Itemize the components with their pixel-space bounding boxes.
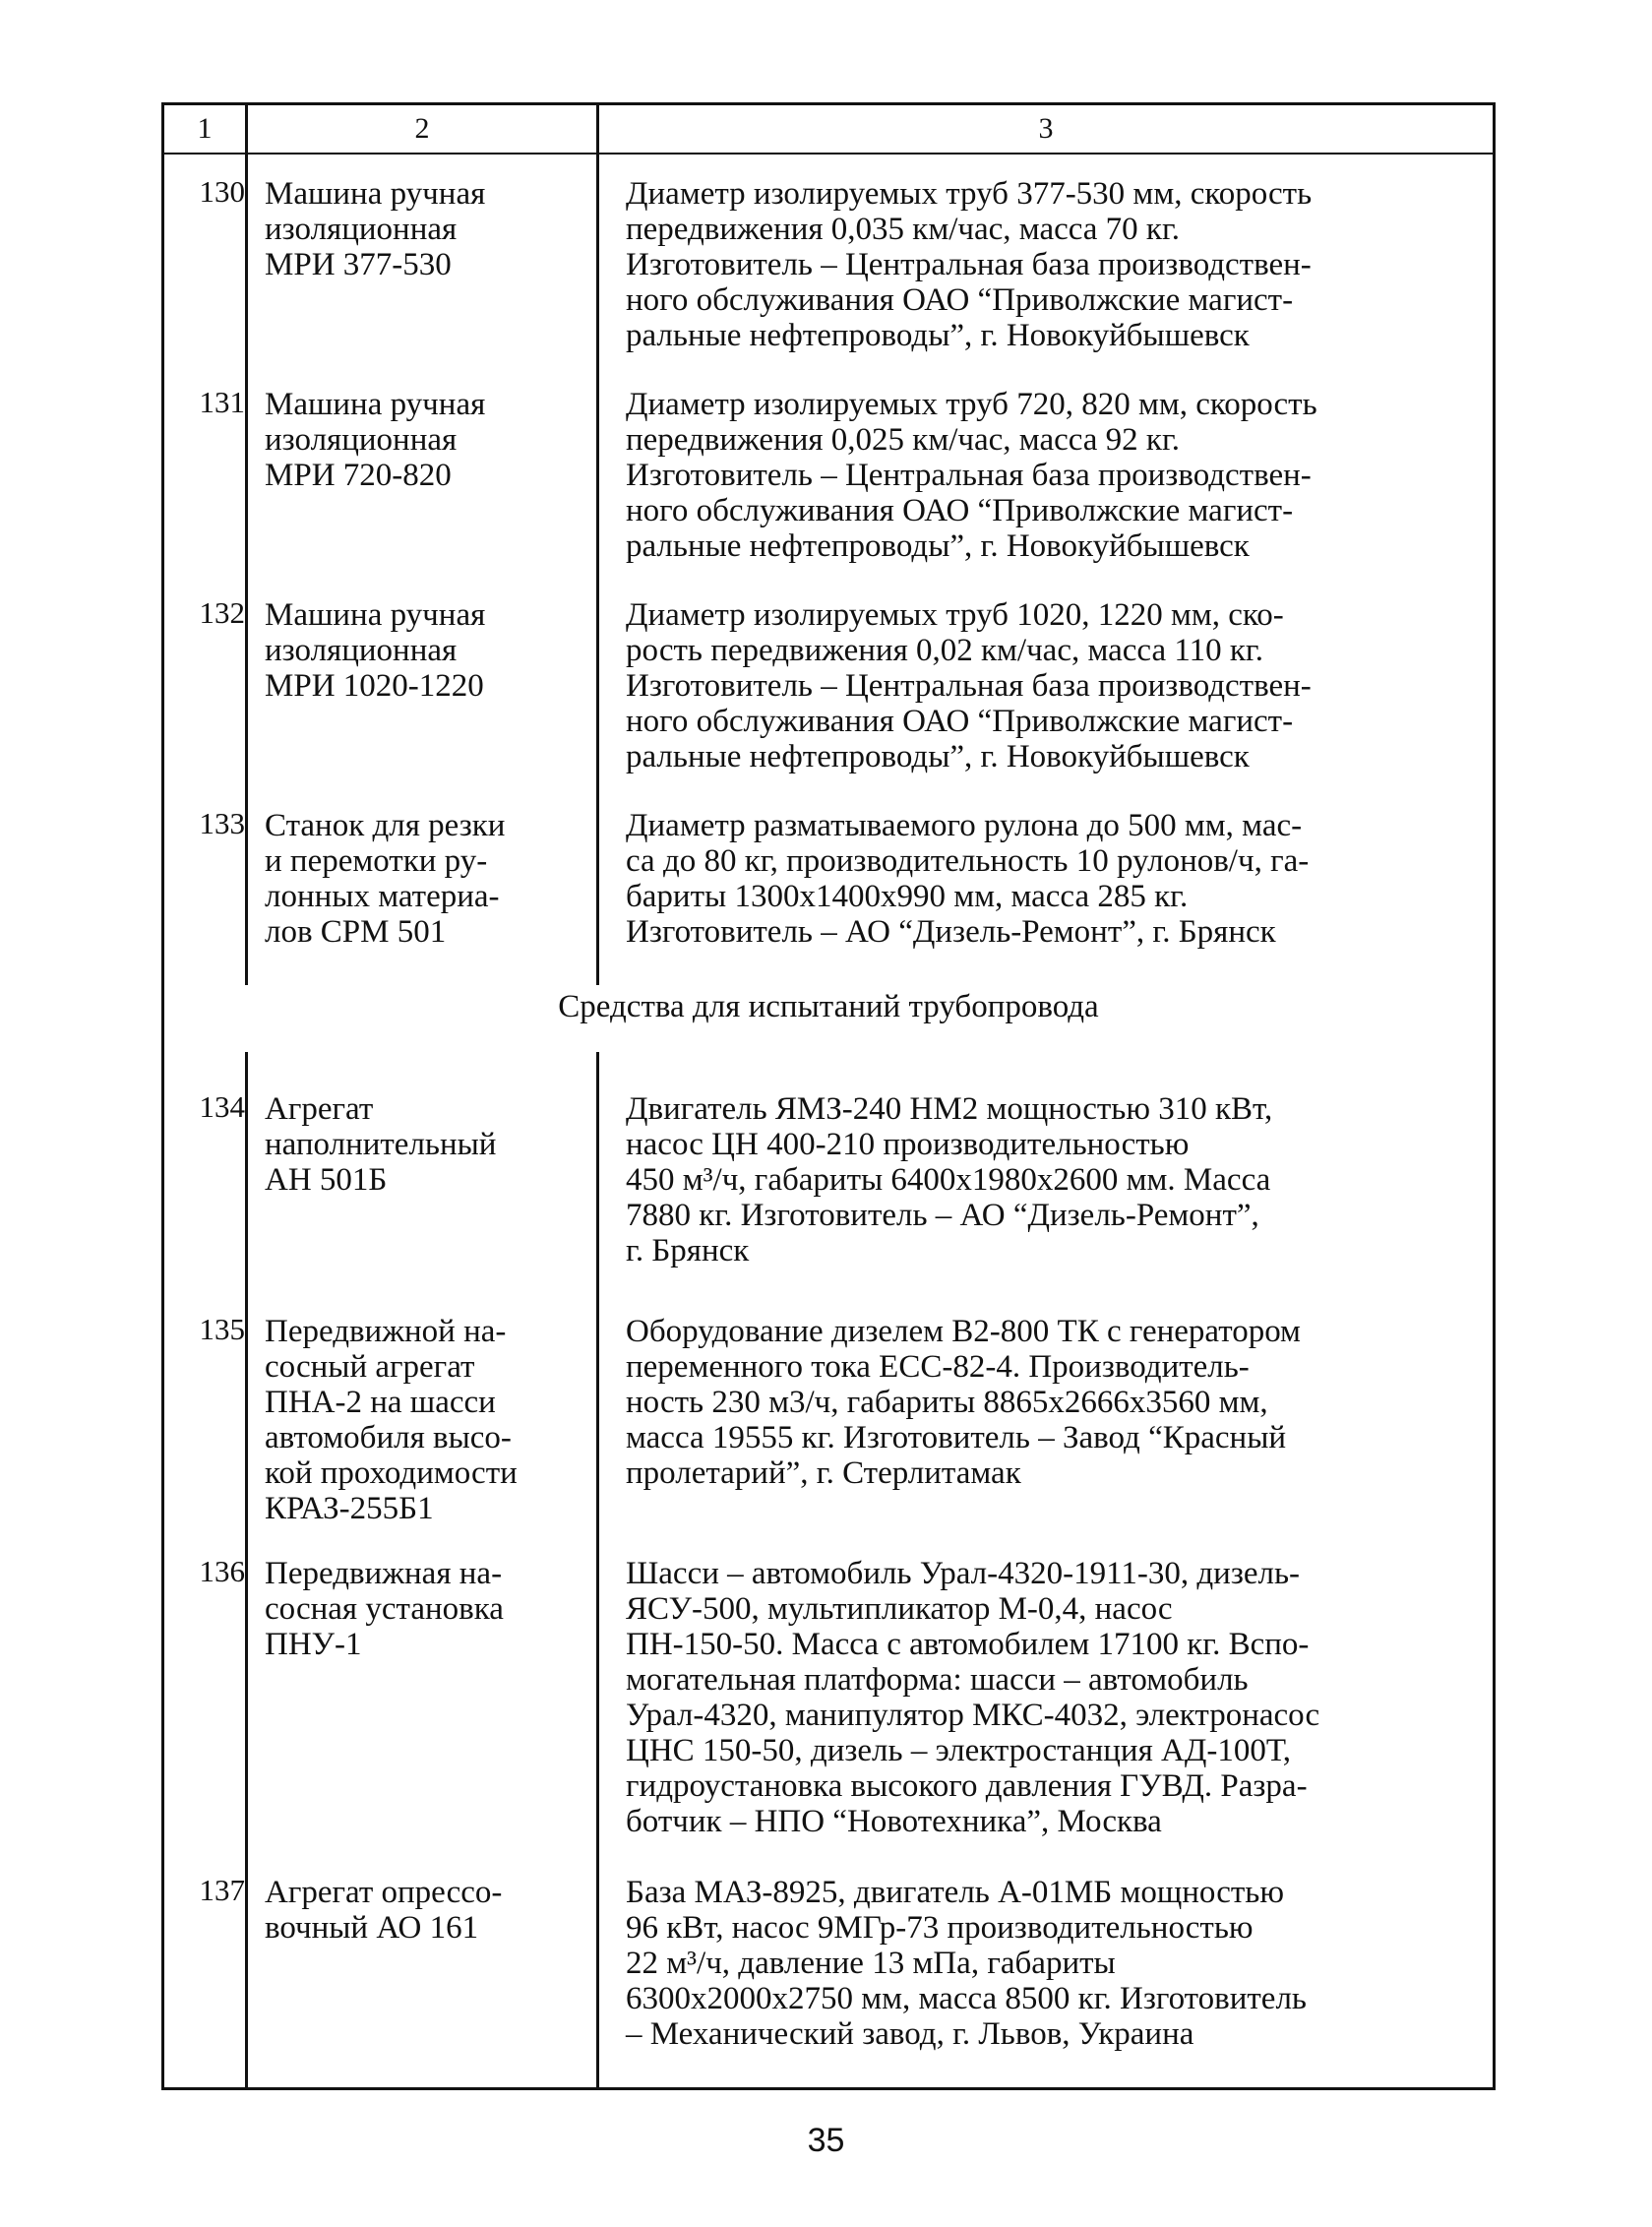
col-divider bbox=[596, 1052, 599, 2090]
row-number: 131 bbox=[199, 385, 245, 419]
equipment-name: Передвижной на- сосный агрегат ПНА-2 на шасси автомобиля высо- кой проходимости КРАЗ-255Б1 bbox=[265, 1314, 518, 1526]
equipment-description: Оборудование дизелем В2-800 ТК с генератором переменного тока ЕСС-82-4. Производитель- ность 230 м3/ч, габариты 8865x2666x3560 мм, масса 19555 кг. Изготовитель – Завод “Красный пролетарий”, г. Стерлитамак bbox=[626, 1314, 1301, 1491]
equipment-name: Машина ручная изоляционная МРИ 377-530 bbox=[265, 176, 486, 282]
header-col-3: 3 bbox=[1038, 112, 1054, 145]
page-number: 35 bbox=[807, 2122, 845, 2159]
row-number: 134 bbox=[199, 1089, 245, 1124]
section-title: Средства для испытаний трубопровода bbox=[558, 989, 1099, 1024]
header-divider bbox=[164, 153, 1493, 155]
row-number: 135 bbox=[199, 1312, 245, 1346]
header-col-1: 1 bbox=[197, 112, 213, 145]
equipment-name: Агрегат опрессо- вочный АО 161 bbox=[265, 1875, 503, 1946]
equipment-name: Машина ручная изоляционная МРИ 1020-1220 bbox=[265, 597, 486, 704]
equipment-name: Станок для резки и перемотки ру- лонных материа- лов СРМ 501 bbox=[265, 808, 506, 950]
row-number: 130 bbox=[199, 174, 245, 209]
col-divider bbox=[245, 1052, 248, 2090]
header-col-2: 2 bbox=[414, 112, 430, 145]
row-number: 132 bbox=[199, 595, 245, 630]
equipment-name: Агрегат наполнительный АН 501Б bbox=[265, 1091, 497, 1198]
equipment-description: Шасси – автомобиль Урал-4320-1911-30, дизель- ЯСУ-500, мультипликатор М-0,4, насос ПН-150-50. Масса с автомобилем 17100 кг. Вспо- могательная платформа: шасси – автомобиль Урал-4320, манипулятор МКС-4032, электронасос ЦНС 150-50, дизель – электростанция АД-100Т, гидроустановка высокого давления ГУВД. Разра- ботчик – НПО “Новотехника”, Москва bbox=[626, 1556, 1320, 1839]
col-divider bbox=[245, 105, 248, 985]
equipment-table bbox=[161, 102, 1496, 2090]
row-number: 137 bbox=[199, 1873, 245, 1907]
equipment-name: Машина ручная изоляционная МРИ 720-820 bbox=[265, 387, 486, 493]
equipment-description: Диаметр изолируемых труб 1020, 1220 мм, ско- рость передвижения 0,02 км/час, масса 110 кг. Изготовитель – Центральная база производствен- ного обслуживания ОАО “Приволжские магист- ральные нефтепроводы”, г. Новокуйбышевск bbox=[626, 597, 1312, 774]
equipment-description: Диаметр разматываемого рулона до 500 мм, мас- са до 80 кг, производительность 10 рулонов/ч, га- бариты 1300x1400x990 мм, масса 285 кг. Изготовитель – АО “Дизель-Ремонт”, г. Брянск bbox=[626, 808, 1310, 950]
row-number: 136 bbox=[199, 1554, 245, 1588]
equipment-description: Диаметр изолируемых труб 377-530 мм, скорость передвижения 0,035 км/час, масса 70 кг. Изготовитель – Центральная база производствен- ного обслуживания ОАО “Приволжские магист- ральные нефтепроводы”, г. Новокуйбышевск bbox=[626, 176, 1313, 353]
col-divider bbox=[596, 105, 599, 985]
equipment-description: База МАЗ-8925, двигатель А-01МБ мощностью 96 кВт, насос 9МГр-73 производительностью 22 м³/ч, давление 13 мПа, габариты 6300x2000x2750 мм, масса 8500 кг. Изготовитель – Механический завод, г. Львов, Украина bbox=[626, 1875, 1307, 2052]
equipment-description: Двигатель ЯМЗ-240 НМ2 мощностью 310 кВт, насос ЦН 400-210 производительностью 450 м³/ч, габариты 6400x1980x2600 мм. Масса 7880 кг. Изготовитель – АО “Дизель-Ремонт”, г. Брянск bbox=[626, 1091, 1273, 1268]
equipment-description: Диаметр изолируемых труб 720, 820 мм, скорость передвижения 0,025 км/час, масса 92 кг. Изготовитель – Центральная база производствен- ного обслуживания ОАО “Приволжские магист- ральные нефтепроводы”, г. Новокуйбышевск bbox=[626, 387, 1317, 564]
equipment-name: Передвижная на- сосная установка ПНУ-1 bbox=[265, 1556, 504, 1662]
row-number: 133 bbox=[199, 806, 245, 840]
